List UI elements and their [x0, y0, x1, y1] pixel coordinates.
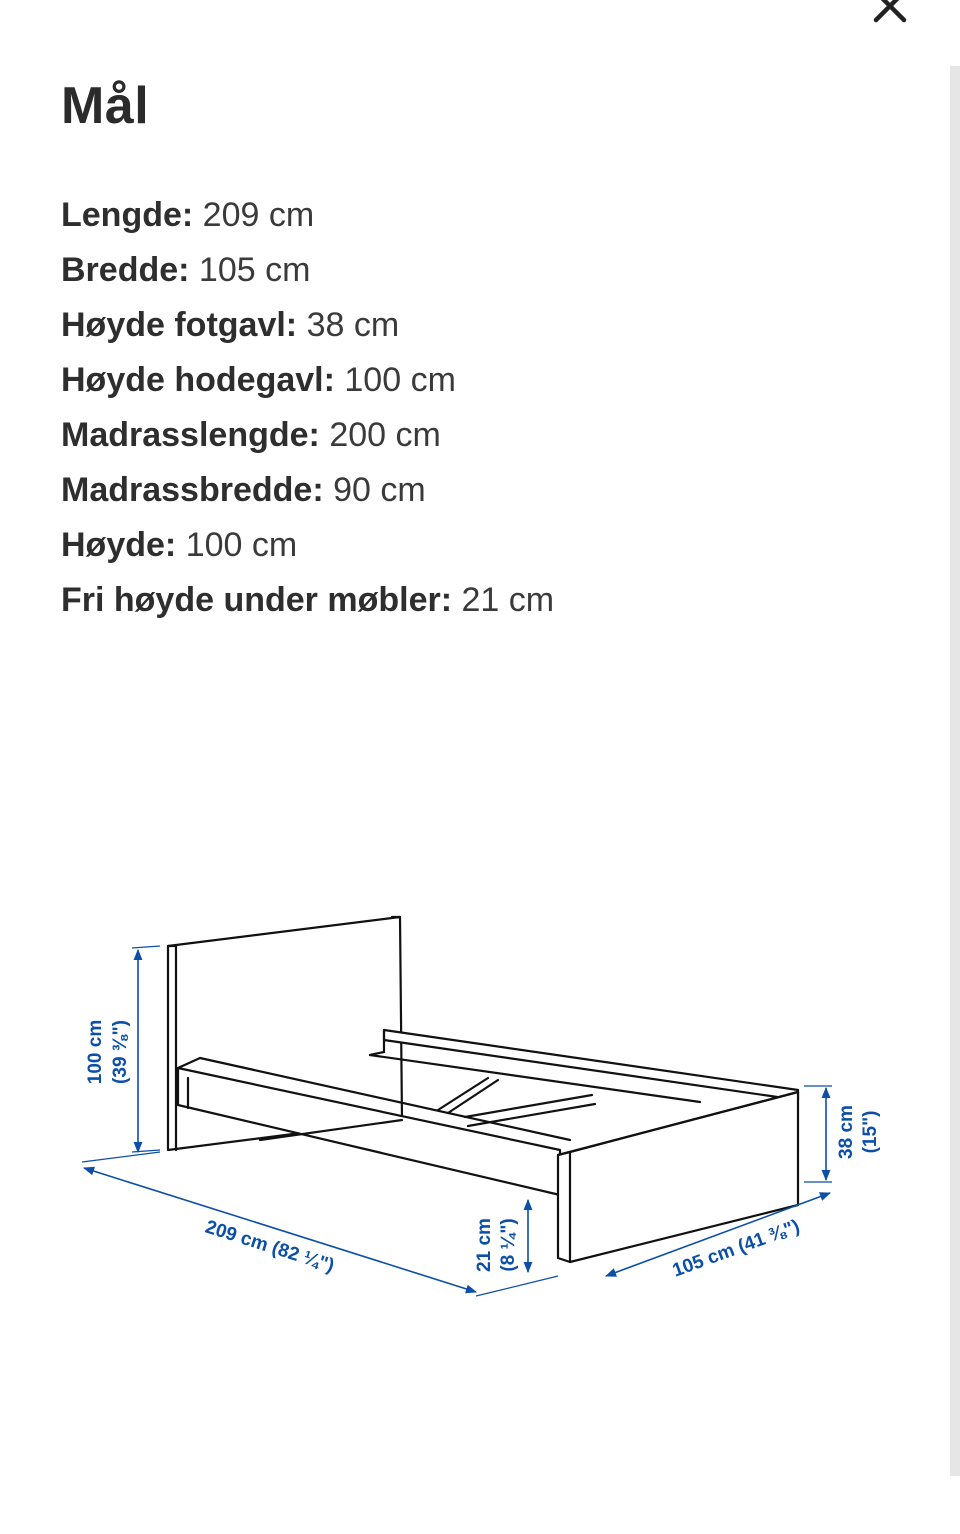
dimension-mattress-width [61, 463, 554, 518]
dimension-footboard-height [61, 298, 554, 353]
dimension-label: Fri høyde under møbler: [61, 581, 453, 619]
dimension-width [61, 243, 554, 298]
dimension-value: 100 cm [344, 361, 456, 399]
dimension-label: Madrassbredde: [61, 471, 324, 509]
foot-height-in-label: (15") [860, 1110, 881, 1154]
clearance-cm-label: 21 cm [474, 1218, 495, 1272]
dimension-label: Høyde hodegavl: [61, 361, 335, 399]
foot-height-cm-label: 38 cm [836, 1105, 857, 1159]
close-button[interactable] [862, 0, 918, 34]
dimension-headboard-height [61, 353, 554, 408]
dimension-value: 200 cm [329, 416, 441, 454]
dimension-length [61, 188, 554, 243]
head-height-in-label: (39 ⅜") [110, 1020, 131, 1084]
dimension-value: 38 cm [306, 306, 400, 344]
dimension-clearance [61, 573, 554, 628]
dimension-label: Lengde: [61, 196, 194, 234]
dimension-value: 105 cm [198, 251, 311, 289]
bed-drawing [168, 917, 798, 1262]
dimension-value: 209 cm [202, 196, 315, 234]
length-label: 209 cm (82 ¼") [202, 1216, 337, 1277]
dimension-value: 100 cm [185, 526, 298, 564]
dimension-mattress-length [61, 408, 554, 463]
dimension-value: 21 cm [461, 581, 555, 619]
bed-dimension-diagram [0, 880, 960, 1320]
page-title: Mål [61, 77, 150, 135]
dimension-label: Høyde: [61, 526, 177, 564]
close-icon [862, 0, 918, 34]
dimension-value: 90 cm [333, 471, 426, 509]
dimension-label: Madrasslengde: [61, 416, 320, 454]
clearance-in-label: (8 ¼") [498, 1218, 519, 1272]
head-height-cm-label: 100 cm [85, 1019, 106, 1085]
dimension-label: Høyde fotgavl: [61, 306, 298, 344]
dimensions-list [61, 188, 554, 628]
dimension-label: Bredde: [61, 251, 190, 289]
width-label: 105 cm (41 ⅜") [669, 1216, 803, 1282]
dimension-height [61, 518, 554, 573]
